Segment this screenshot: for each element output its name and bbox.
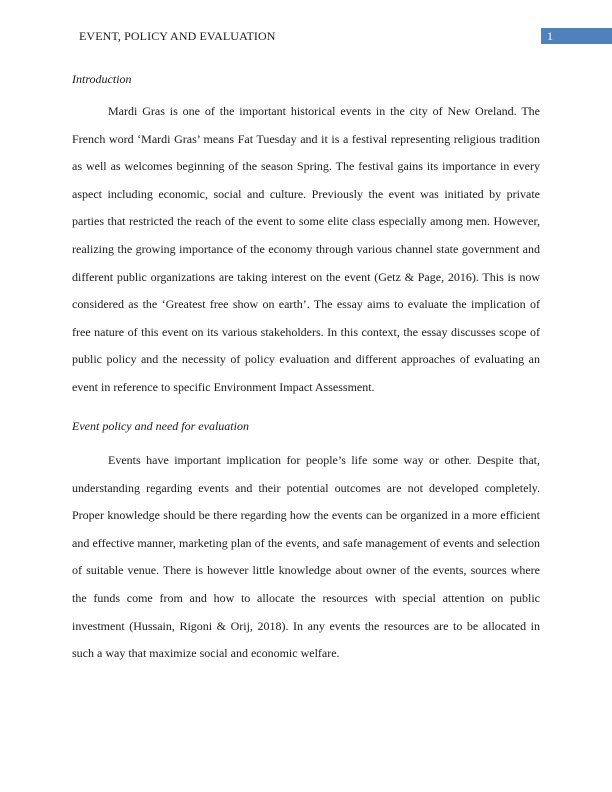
section-heading-introduction: Introduction [72, 72, 132, 86]
paragraph-event-policy: Events have important implication for people’s life some way or other. Despite that, understanding regarding events and their potential outcomes are not developed completely. Proper knowledge should be there regarding how the events can be organized in a more efficient and effective manner, marketing plan of the events, and safe management of events and selection of suitable venue. There is however little knowledge about owner of the events, sources where the funds come from and how to allocate the resources with special attention on public investment (Hussain, Rigoni & Orij, 2018). In any events the resources are to be allocated in such a way that maximize social and economic welfare. [72, 453, 540, 661]
section-heading-event-policy: Event policy and need for evaluation [72, 419, 249, 433]
page-number-box [541, 28, 612, 44]
page-number: 1 [547, 29, 553, 43]
running-header-title: EVENT, POLICY AND EVALUATION [79, 29, 276, 43]
paragraph-introduction: Mardi Gras is one of the important historical events in the city of New Oreland. The French word ‘Mardi Gras’ means Fat Tuesday and it is a festival representing religious tradition as well as welcomes beginning of the season Spring. The festival gains its importance in every aspect including economic, social and culture. Previously the event was initiated by private parties that restricted the reach of the event to some elite class especially among men. However, realizing the growing importance of the economy through various channel state government and different public organizations are taking interest on the event (Getz & Page, 2016). This is now considered as the ‘Greatest free show on earth’. The essay aims to evaluate the implication of free nature of this event on its various stakeholders. In this context, the essay discusses scope of public policy and the necessity of policy evaluation and different approaches of evaluating an event in reference to specific Environment Impact Assessment. [72, 104, 540, 394]
